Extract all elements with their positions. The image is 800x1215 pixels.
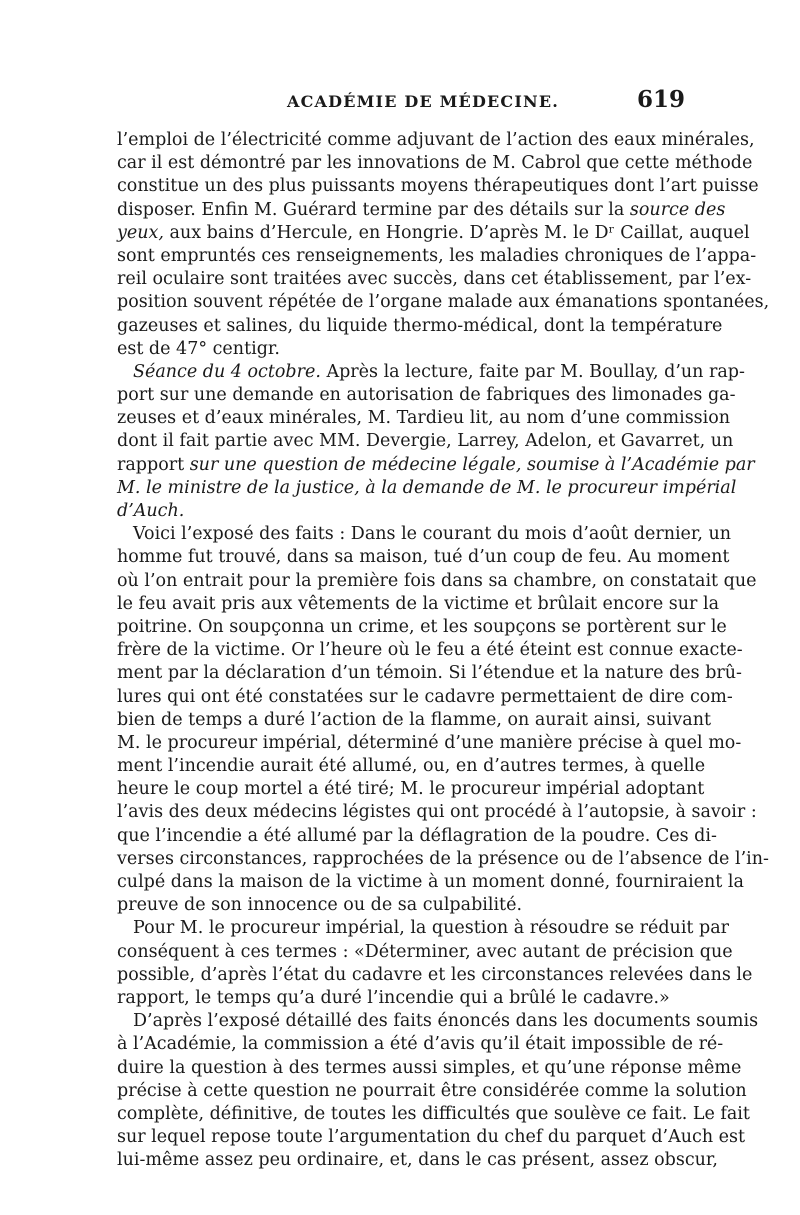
text-segment: verses circonstances, rapprochées de la présence ou de l’absence de l’in- (117, 848, 769, 869)
text-segment: aux bains d’Hercule, en Hongrie. D’après M. le Dʳ Caillat, auquel (163, 222, 750, 243)
text-segment: complète, définitive, de toutes les difficultés que soulève ce fait. Le fait (117, 1103, 750, 1124)
text-line (117, 291, 770, 314)
text-line (117, 1080, 747, 1103)
text-segment: duire la question à des termes aussi simples, et qu’une réponse même (117, 1057, 742, 1078)
text-segment: Voici l’exposé des faits : Dans le courant du mois d’août dernier, un (133, 524, 732, 545)
text-segment: position souvent répétée de l’organe malade aux émanations spontanées, (117, 292, 770, 313)
page-number: 619 (636, 86, 685, 113)
text-segment: conséquent à ces termes : «Déterminer, avec autant de précision que (117, 941, 733, 962)
text-segment: Pour M. le procureur impérial, la question à résoudre se réduit par (133, 918, 730, 939)
text-segment: sur lequel repose toute l’argumentation du chef du parquet d’Auch est (117, 1127, 746, 1148)
text-line (117, 1033, 724, 1056)
text-line (117, 129, 755, 152)
text-segment: car il est démontré par les innovations de M. Cabrol que cette méthode (117, 153, 753, 174)
text-line (117, 709, 712, 732)
text-line (117, 245, 757, 268)
text-line (117, 222, 750, 245)
text-line (117, 941, 733, 964)
text-line (117, 430, 734, 453)
text-segment: possible, d’après l’état du cadavre et les circonstances relevées dans le (117, 964, 753, 985)
text-line (117, 175, 759, 198)
text-segment: frère de la victime. Or l’heure où le feu a été éteint est connue exacte- (117, 640, 743, 661)
text-line (117, 407, 731, 430)
text-segment: ment l’incendie aurait été allumé, ou, en d’autres termes, à quelle (117, 756, 706, 777)
body-text (117, 129, 770, 1172)
text-segment: reil oculaire sont traitées avec succès, dans cet établissement, par l’ex- (117, 269, 752, 290)
text-line (117, 338, 685, 361)
text-line (117, 871, 744, 894)
text-segment: heure le coup mortel a été tiré; M. le procureur impérial adoptant (117, 779, 705, 800)
text-segment: D’après l’exposé détaillé des faits énoncés dans les documents soumis (133, 1011, 759, 1032)
text-segment: zeuses et d’eaux minérales, M. Tardieu lit, au nom d’une commission (117, 408, 731, 429)
text-segment: le feu avait pris aux vêtements de la victime et brûlait encore sur la (117, 593, 720, 614)
text-segment: est de 47° centigr. (117, 338, 280, 359)
text-line (117, 616, 727, 639)
text-line (117, 755, 706, 778)
text-segment: où l’on entrait pour la première fois dans sa chambre, on constatait que (117, 570, 757, 591)
text-line (117, 801, 757, 824)
italic-text-segment: Séance du 4 octobre. (133, 361, 321, 382)
text-line (117, 384, 736, 407)
text-segment: dont il fait partie avec MM. Devergie, Larrey, Adelon, et Gavarret, un (117, 431, 734, 452)
text-line (117, 1103, 750, 1126)
text-line (117, 477, 737, 500)
running-header (117, 86, 685, 122)
text-line (117, 848, 769, 871)
text-line (117, 825, 717, 848)
text-segment: ment par la déclaration d’un témoin. Si l’étendue et la nature des brû- (117, 663, 742, 684)
text-line (117, 315, 723, 338)
text-segment: homme fut trouvé, dans sa maison, tué d’un coup de feu. Au moment (117, 547, 730, 568)
text-segment: précise à cette question ne pourrait être considérée comme la solution (117, 1080, 747, 1101)
text-line (117, 570, 757, 593)
text-line (117, 268, 752, 291)
text-line (117, 1010, 759, 1033)
text-line (117, 778, 705, 801)
text-segment: poitrine. On soupçonna un crime, et les soupçons se portèrent sur le (117, 616, 727, 637)
text-line (117, 639, 743, 662)
text-line (117, 1057, 742, 1080)
text-segment: bien de temps a duré l’action de la flamme, on aurait ainsi, suivant (117, 709, 712, 730)
text-segment: disposer. Enfin M. Guérard termine par des détails sur la (117, 199, 630, 220)
italic-text-segment: source des (629, 199, 726, 220)
text-segment: constitue un des plus puissants moyens thérapeutiques dont l’art puisse (117, 176, 759, 197)
text-segment: Après la lecture, faite par M. Boullay, d’un rap- (320, 361, 745, 382)
text-line (117, 1126, 746, 1149)
text-line (117, 500, 685, 523)
text-segment: sont empruntés ces renseignements, les maladies chroniques de l’appa- (117, 245, 757, 266)
text-line (117, 732, 742, 755)
text-segment: l’emploi de l’électricité comme adjuvant de l’action des eaux minérales, (117, 130, 755, 150)
running-title: ACADÉMIE DE MÉDECINE. (287, 92, 560, 111)
italic-text-segment: d’Auch. (117, 501, 185, 521)
text-line (117, 662, 742, 685)
text-segment: port sur une demande en autorisation de fabriques des limonades ga- (117, 385, 736, 406)
text-line (117, 523, 732, 546)
italic-text-segment: yeux, (117, 222, 164, 243)
text-segment: rapport (117, 454, 190, 475)
text-line (117, 361, 745, 384)
text-line (117, 152, 753, 175)
italic-text-segment: M. le ministre de la justice, à la demande de M. le procureur impérial (117, 477, 737, 498)
text-segment: lui-même assez peu ordinaire, et, dans le cas présent, assez obscur, (117, 1150, 718, 1171)
text-segment: l’avis des deux médecins légistes qui ont procédé à l’autopsie, à savoir : (117, 802, 757, 823)
text-line (117, 546, 730, 569)
text-line (117, 454, 755, 477)
text-line (117, 894, 685, 917)
text-line (117, 964, 753, 987)
text-segment: lures qui ont été constatées sur le cadavre permettaient de dire com- (117, 686, 733, 707)
text-segment: que l’incendie a été allumé par la déflagration de la poudre. Ces di- (117, 825, 717, 846)
text-segment: à l’Académie, la commission a été d’avis qu’il était impossible de ré- (117, 1034, 724, 1055)
text-segment: culpé dans la maison de la victime à un moment donné, fourniraient la (117, 872, 744, 892)
text-line (117, 917, 730, 940)
text-segment: preuve de son innocence ou de sa culpabilité. (117, 895, 523, 916)
text-line (117, 1149, 718, 1172)
text-line (117, 987, 685, 1010)
text-segment: rapport, le temps qu’a duré l’incendie qui a brûlé le cadavre.» (117, 987, 670, 1008)
italic-text-segment: sur une question de médecine légale, soumise à l’Académie par (189, 454, 755, 475)
text-segment: gazeuses et salines, du liquide thermo-médical, dont la température (117, 315, 723, 336)
text-line (117, 593, 720, 616)
text-segment: M. le procureur impérial, déterminé d’une manière précise à quel mo- (117, 732, 742, 753)
text-line (117, 199, 726, 222)
text-line (117, 686, 733, 709)
